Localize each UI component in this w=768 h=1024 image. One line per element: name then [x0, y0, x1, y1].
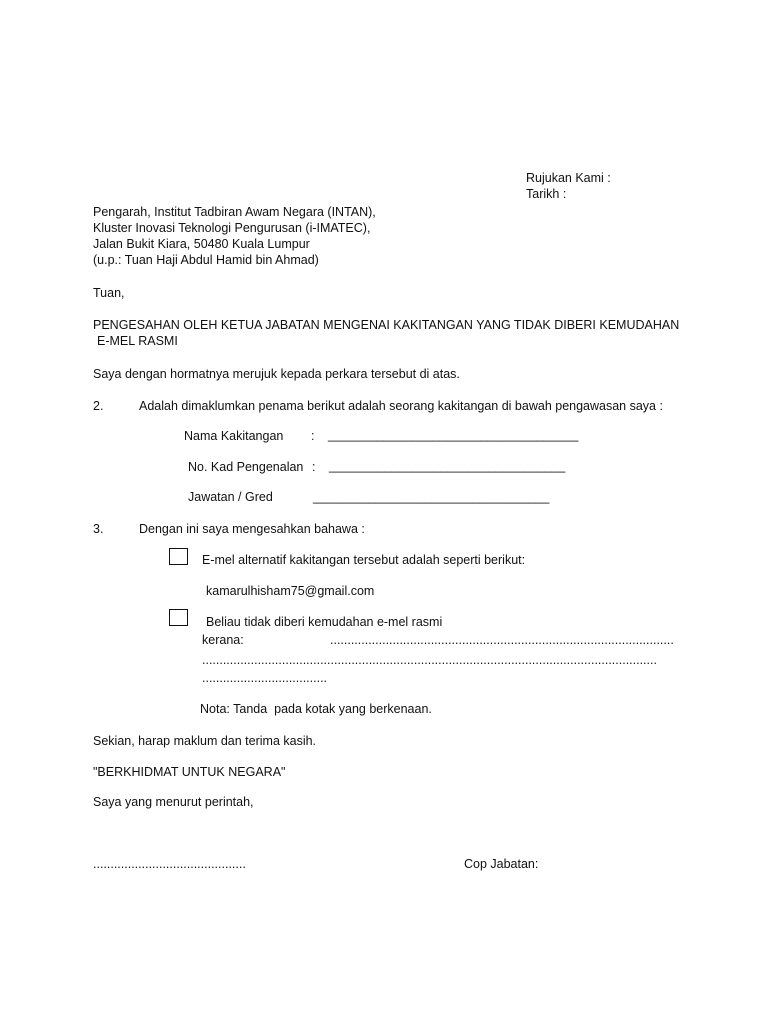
name-field-line: ____________________________________	[328, 428, 579, 442]
position-field-label: Jawatan / Gred	[188, 490, 273, 504]
subject-line-2: E-MEL RASMI	[97, 334, 178, 348]
signature-line: ............................................	[93, 857, 246, 871]
recipient-line: (u.p.: Tuan Haji Abdul Hamid bin Ahmad)	[93, 253, 319, 267]
para3-text: Dengan ini saya mengesahkan bahawa :	[139, 522, 365, 536]
salutation: Tuan,	[93, 286, 125, 300]
reason-label: kerana:	[202, 633, 244, 647]
recipient-line: Pengarah, Institut Tadbiran Awam Negara (INTAN),	[93, 205, 376, 219]
reason-dots-3: ....................................	[202, 671, 328, 685]
name-field-label: Nama Kakitangan	[184, 429, 284, 443]
ic-field-colon: :	[312, 460, 316, 474]
name-field-colon: :	[311, 429, 315, 443]
no-email-checkbox[interactable]	[169, 609, 188, 626]
no-email-option: Beliau tidak diberi kemudahan e-mel rasmi	[206, 615, 443, 629]
closing-motto: "BERKHIDMAT UNTUK NEGARA"	[93, 765, 286, 779]
intro-paragraph: Saya dengan hormatnya merujuk kepada perkara tersebut di atas.	[93, 367, 460, 381]
para2-text: Adalah dimaklumkan penama berikut adalah seorang kakitangan di bawah pengawasan saya :	[139, 399, 663, 413]
alt-email-option: E-mel alternatif kakitangan tersebut adalah seperti berikut:	[202, 553, 526, 567]
reason-dots-1: ...................................................................................................	[330, 633, 674, 647]
para3-number: 3.	[93, 522, 104, 536]
position-field-line: __________________________________	[313, 490, 550, 504]
alt-email-value: kamarulhisham75@gmail.com	[206, 584, 375, 598]
reason-dots-2: ...................................................................................................................................	[202, 653, 657, 667]
closing-obedient: Saya yang menurut perintah,	[93, 795, 254, 809]
recipient-line: Kluster Inovasi Teknologi Pengurusan (i-IMATEC),	[93, 221, 371, 235]
subject-line-1: PENGESAHAN OLEH KETUA JABATAN MENGENAI KAKITANGAN YANG TIDAK DIBERI KEMUDAHAN	[93, 318, 680, 332]
date-label: Tarikh :	[526, 187, 567, 201]
checkbox-note: Nota: Tanda pada kotak yang berkenaan.	[200, 702, 432, 716]
reference-label: Rujukan Kami :	[526, 171, 611, 185]
para2-number: 2.	[93, 399, 104, 413]
closing-thanks: Sekian, harap maklum dan terima kasih.	[93, 734, 317, 748]
alt-email-checkbox[interactable]	[169, 548, 188, 565]
ic-field-line: __________________________________	[329, 459, 566, 473]
department-stamp-label: Cop Jabatan:	[464, 857, 539, 871]
recipient-line: Jalan Bukit Kiara, 50480 Kuala Lumpur	[93, 237, 310, 251]
ic-field-label: No. Kad Pengenalan	[188, 460, 304, 474]
